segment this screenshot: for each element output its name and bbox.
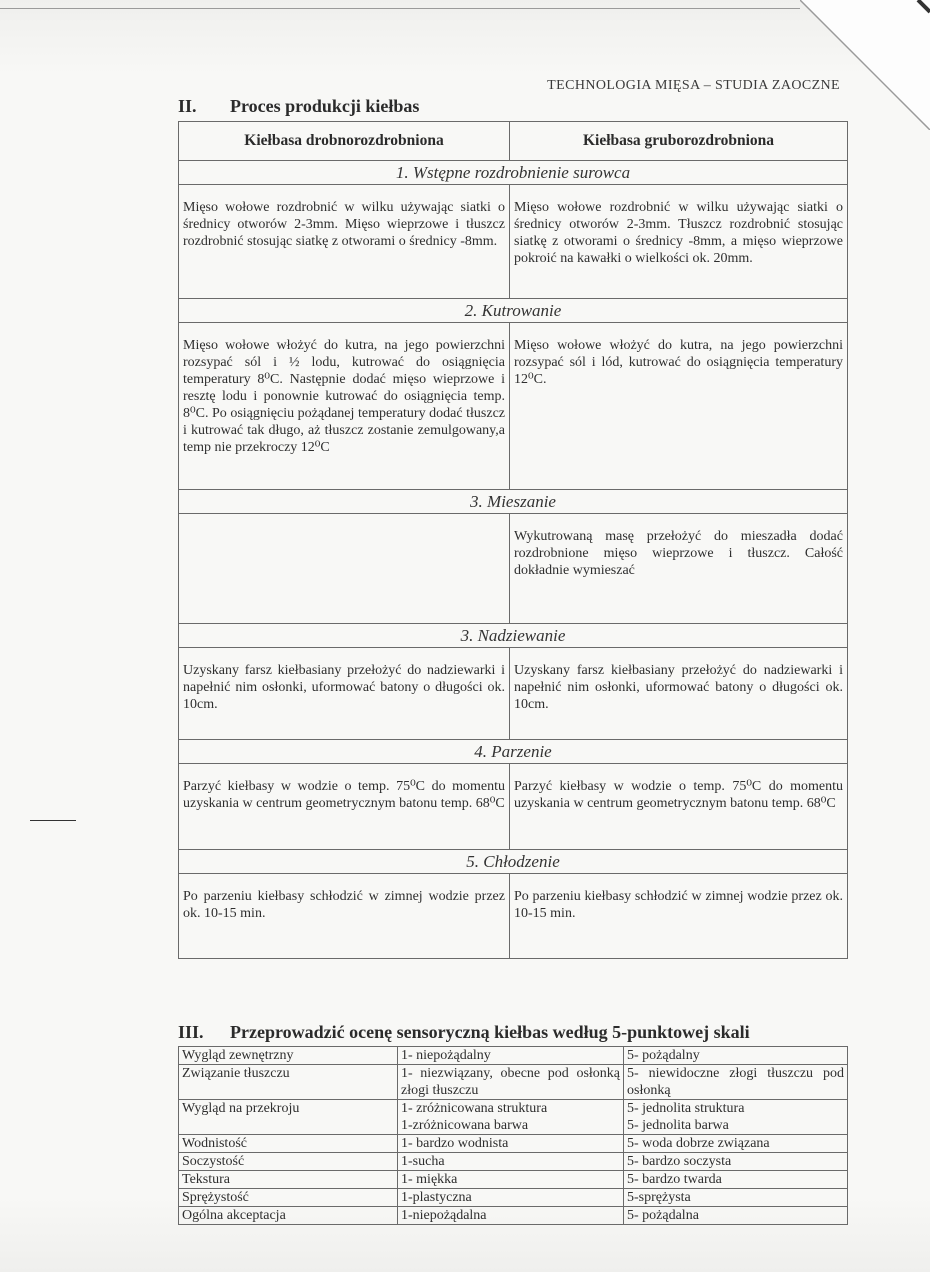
scan-top-rule	[0, 8, 800, 9]
step-title: 4. Parzenie	[179, 740, 848, 764]
fine-sausage-step-text: Mięso wołowe włożyć do kutra, na jego powierzchni rozsypać sól i ½ lodu, kutrować do osiągnięcia temperatury 8⁰C. Następnie dodać mięso wieprzowe i resztę lodu i ponownie kutrować do osiągnięcia temp. 8⁰C. Po osiągnięciu pożądanej temperatury dodać tłuszcz i kutrować tak długo, aż tłuszcz zostanie zemulgowany,a temp nie przekroczy 12⁰C	[179, 323, 510, 490]
score-5-description: 5-sprężysta	[624, 1189, 848, 1207]
step-content-row	[179, 185, 848, 299]
sensory-row	[179, 1135, 848, 1153]
sensory-attribute: Sprężystość	[179, 1189, 398, 1207]
score-5-description: 5- woda dobrze związana	[624, 1135, 848, 1153]
section-3-title	[178, 1022, 750, 1043]
column-header-fine: Kiełbasa drobnorozdrobniona	[179, 122, 510, 161]
score-1-description: 1-sucha	[398, 1153, 624, 1171]
sensory-attribute: Tekstura	[179, 1171, 398, 1189]
coarse-sausage-step-text: Wykutrowaną masę przełożyć do mieszadła dodać rozdrobnione mięso wieprzowe i tłuszcz. Całość dokładnie wymieszać	[510, 514, 848, 624]
fine-sausage-step-text: Parzyć kiełbasy w wodzie o temp. 75⁰C do momentu uzyskania w centrum geometrycznym batonu temp. 68⁰C	[179, 764, 510, 850]
sensory-row	[179, 1100, 848, 1135]
sensory-row	[179, 1153, 848, 1171]
section-3-number: III.	[178, 1022, 204, 1042]
sensory-row	[179, 1171, 848, 1189]
process-header-row	[179, 122, 848, 161]
step-title: 2. Kutrowanie	[179, 299, 848, 323]
fine-sausage-step-text: Po parzeniu kiełbasy schłodzić w zimnej wodzie przez ok. 10-15 min.	[179, 874, 510, 959]
step-title-row	[179, 161, 848, 185]
step-content-row	[179, 514, 848, 624]
score-5-description: 5- niewidoczne złogi tłuszczu pod osłonką	[624, 1065, 848, 1100]
folded-corner	[800, 0, 930, 130]
coarse-sausage-step-text: Uzyskany farsz kiełbasiany przełożyć do nadziewarki i napełnić nim osłonki, uformować batony o długości ok. 10cm.	[510, 648, 848, 740]
score-1-description: 1- niepożądalny	[398, 1047, 624, 1065]
sensory-row	[179, 1207, 848, 1225]
score-5-description: 5- pożądalna	[624, 1207, 848, 1225]
fine-sausage-step-text: Mięso wołowe rozdrobnić w wilku używając siatki o średnicy otworów 2-3mm. Mięso wieprzowe i tłuszcz rozdrobnić stosując siatkę z otworami o średnicy -8mm.	[179, 185, 510, 299]
column-header-coarse: Kiełbasa gruborozdrobniona	[510, 122, 848, 161]
sensory-row	[179, 1047, 848, 1065]
score-1-description: 1-plastyczna	[398, 1189, 624, 1207]
step-title-row	[179, 624, 848, 648]
step-content-row	[179, 323, 848, 490]
sensory-attribute: Wodnistość	[179, 1135, 398, 1153]
sensory-attribute: Wygląd zewnętrzny	[179, 1047, 398, 1065]
score-1-description: 1- niezwiązany, obecne pod osłonką złogi tłuszczu	[398, 1065, 624, 1100]
page-header: TECHNOLOGIA MIĘSA – STUDIA ZAOCZNE	[547, 78, 840, 93]
step-title: 3. Nadziewanie	[179, 624, 848, 648]
step-title-row	[179, 850, 848, 874]
sensory-attribute: Związanie tłuszczu	[179, 1065, 398, 1100]
score-5-description: 5- jednolita struktura 5- jednolita barwa	[624, 1100, 848, 1135]
sensory-table	[178, 1046, 848, 1225]
sensory-attribute: Ogólna akceptacja	[179, 1207, 398, 1225]
margin-mark	[30, 820, 76, 821]
step-title: 5. Chłodzenie	[179, 850, 848, 874]
section-3-text: Przeprowadzić ocenę sensoryczną kiełbas według 5-punktowej skali	[230, 1022, 750, 1042]
coarse-sausage-step-text: Mięso wołowe rozdrobnić w wilku używając siatki o średnicy otworów 2-3mm. Tłuszcz rozdrobnić stosując siatkę z otworami o średnicy -8mm, a mięso wieprzowe pokroić na kawałki o wielkości ok. 20mm.	[510, 185, 848, 299]
process-table	[178, 121, 848, 959]
coarse-sausage-step-text: Parzyć kiełbasy w wodzie o temp. 75⁰C do momentu uzyskania w centrum geometrycznym batonu temp. 68⁰C	[510, 764, 848, 850]
step-title-row	[179, 299, 848, 323]
score-1-description: 1- zróżnicowana struktura 1-zróżnicowana barwa	[398, 1100, 624, 1135]
score-1-description: 1- bardzo wodnista	[398, 1135, 624, 1153]
section-2-title	[178, 96, 419, 117]
step-content-row	[179, 648, 848, 740]
step-content-row	[179, 764, 848, 850]
sensory-attribute: Wygląd na przekroju	[179, 1100, 398, 1135]
score-5-description: 5- bardzo twarda	[624, 1171, 848, 1189]
score-5-description: 5- bardzo soczysta	[624, 1153, 848, 1171]
score-5-description: 5- pożądalny	[624, 1047, 848, 1065]
step-title: 1. Wstępne rozdrobnienie surowca	[179, 161, 848, 185]
coarse-sausage-step-text: Mięso wołowe włożyć do kutra, na jego powierzchni rozsypać sól i lód, kutrować do osiągnięcia temperatury 12⁰C.	[510, 323, 848, 490]
fine-sausage-step-text	[179, 514, 510, 624]
sensory-attribute: Soczystość	[179, 1153, 398, 1171]
sensory-row	[179, 1065, 848, 1100]
sensory-row	[179, 1189, 848, 1207]
step-title-row	[179, 490, 848, 514]
coarse-sausage-step-text: Po parzeniu kiełbasy schłodzić w zimnej wodzie przez ok. 10-15 min.	[510, 874, 848, 959]
step-title: 3. Mieszanie	[179, 490, 848, 514]
fine-sausage-step-text: Uzyskany farsz kiełbasiany przełożyć do nadziewarki i napełnić nim osłonki, uformować batony o długości ok. 10cm.	[179, 648, 510, 740]
step-content-row	[179, 874, 848, 959]
step-title-row	[179, 740, 848, 764]
section-2-number: II.	[178, 96, 197, 116]
section-2-text: Proces produkcji kiełbas	[230, 96, 420, 116]
score-1-description: 1-niepożądalna	[398, 1207, 624, 1225]
score-1-description: 1- miękka	[398, 1171, 624, 1189]
